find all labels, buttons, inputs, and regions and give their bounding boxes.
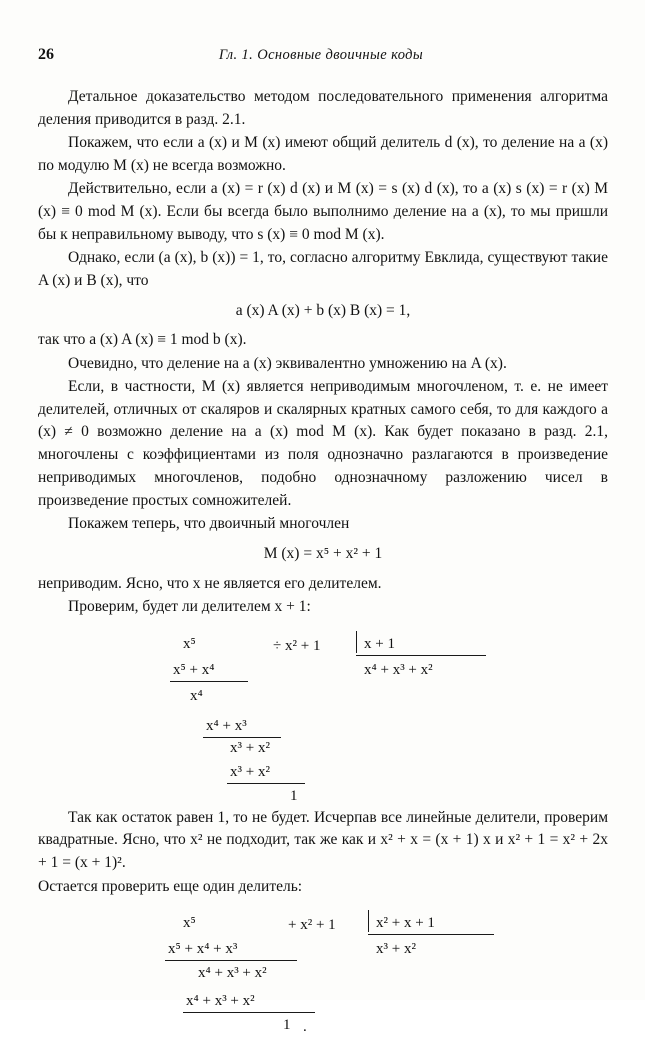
division1-dividend: x⁵ (183, 635, 196, 652)
paragraph-11: Так как остаток равен 1, то не будет. Исчерпав все линейные делители, проверим квадратные. Ясно, что x² не подходит, так же как и x² + x = (x + 1) x и x² + 1 = x² + 2x + 1 = (x + 1)². (38, 808, 608, 872)
division2-rule-2 (183, 1012, 315, 1013)
division1-step-1: x⁵ + x⁴ (173, 661, 215, 678)
paragraph-3: Действительно, если a (x) = r (x) d (x) и M (x) = s (x) d (x), то a (x) s (x) = r (x) M (x) ≡ 0 mod M (x). Если бы всегда было выполнимо деление на a (x), то мы пришли бы к неправильному выводу, что s (x) ≡ 0 mod M (x). (38, 180, 608, 243)
division1-step-5: x³ + x² (230, 763, 270, 780)
division1-divisor: x + 1 (364, 635, 395, 652)
paragraph-4: Однако, если (a (x), b (x)) = 1, то, согласно алгоритму Евклида, существуют такие A (x) и B (x), что (38, 248, 608, 289)
page-content (38, 46, 608, 1037)
division1-dividend-tail: ÷ x² + 1 (273, 637, 321, 654)
division2-remainder: 1 (283, 1017, 291, 1034)
equation-polynomial: M (x) = x⁵ + x² + 1 (263, 544, 383, 562)
running-head: Гл. 1. Основные двоичные коды (218, 47, 424, 63)
paragraph-10: Проверим, будет ли делителем x + 1: (68, 597, 311, 615)
paragraph-1: Детальное доказательство методом последовательного применения алгоритма деления приводится в разд. 2.1. (38, 88, 608, 128)
division1-step-4: x³ + x² (230, 739, 270, 756)
division2-step-2: x⁴ + x³ + x² (198, 965, 267, 982)
paragraph-5: так что a (x) A (x) ≡ 1 mod b (x). (38, 331, 247, 349)
division2-step-1: x⁵ + x⁴ + x³ (168, 941, 238, 958)
division1-quotient: x⁴ + x³ + x² (364, 661, 433, 678)
long-division-1 (38, 633, 608, 804)
division1-rule-1 (170, 681, 248, 682)
division2-quotient: x³ + x² (376, 941, 416, 958)
paragraph-8: Покажем теперь, что двоичный многочлен (68, 515, 350, 533)
long-division-2 (38, 912, 608, 1036)
paragraph-7: Если, в частности, M (x) является неприводимым многочленом, т. е. не имеет делителей, отличных от скаляров и скалярных кратных самого себя, то для каждого a (x) ≠ 0 возможно деление на a (x) mod M (x). Как будет показано в разд. 2.1, многочлены с коэффициентами из поля однозначно разлагаются в произведение неприводимых многочленов, подобно однозначному разложению чисел в произведение простых сомножителей. (38, 377, 608, 509)
equation-euclid: a (x) A (x) + b (x) B (x) = 1, (235, 301, 411, 319)
paragraph-2: Покажем, что если a (x) и M (x) имеют общий делитель d (x), то деление на a (x) по модулю M (x) не всегда возможно. (38, 134, 608, 174)
division2-step-3: x⁴ + x³ + x² (186, 993, 255, 1010)
division2-dividend: x⁵ (183, 915, 196, 932)
paragraph-6: Очевидно, что деление на a (x) эквивалентно умножению на A (x). (68, 354, 507, 372)
division2-divisor: x² + x + 1 (376, 915, 435, 932)
division1-step-3: x⁴ + x³ (206, 717, 247, 734)
division1-divisor-bar (356, 631, 357, 653)
division1-quotient-rule (356, 655, 486, 656)
page-number: 26 (38, 46, 54, 63)
division2-quotient-rule (368, 934, 494, 935)
division2-final-dot: . (303, 1019, 307, 1036)
division1-remainder: 1 (290, 787, 298, 804)
division2-divisor-bar (368, 910, 369, 932)
division1-rule-3 (227, 783, 305, 784)
division2-dividend-tail: + x² + 1 (288, 917, 336, 934)
body-text (38, 86, 608, 1036)
page-header (38, 46, 608, 64)
division2-rule-1 (165, 960, 297, 961)
division1-step-2: x⁴ (190, 687, 203, 704)
paragraph-9: неприводим. Ясно, что x не является его делителем. (38, 574, 382, 592)
paragraph-12: Остается проверить еще один делитель: (38, 877, 303, 895)
